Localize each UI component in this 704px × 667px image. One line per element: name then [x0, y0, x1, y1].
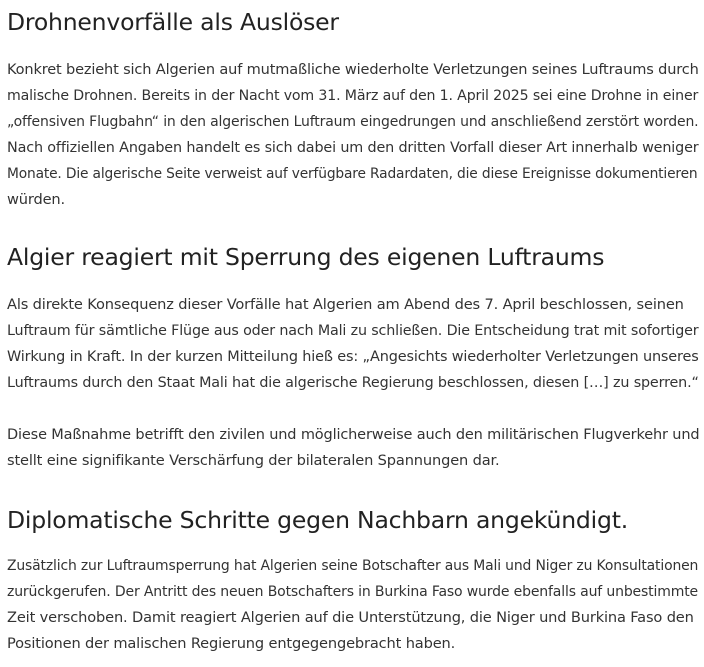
text-line: malische Drohnen. Bereits in der Nacht vom 31. März auf den 1. April 2025 sei eine Drohne in einer [7, 88, 699, 104]
text-line: Positionen der malischen Regierung entgegengebracht haben. [7, 635, 456, 652]
paragraph [7, 422, 699, 474]
section-heading-diplomatische-schritte: Diplomatische Schritte gegen Nachbarn angekündigt. [7, 506, 628, 534]
section-heading-drohnenvorfaelle: Drohnenvorfälle als Auslöser [7, 8, 339, 36]
text-line: „offensiven Flugbahn“ in den algerischen Luftraum eingedrungen und anschließend zerstört worden. [7, 114, 699, 130]
section-heading-luftraumsperrung: Algier reagiert mit Sperrung des eigenen Luftraums [7, 243, 605, 271]
text-line: Konkret bezieht sich Algerien auf mutmaßliche wiederholte Verletzungen seines Luftraums durch [7, 62, 699, 78]
text-line: zurückgerufen. Der Antritt des neuen Botschafters in Burkina Faso wurde ebenfalls auf unbestimmte [7, 584, 699, 600]
text-line: stellt eine signifikante Verschärfung der bilateralen Spannungen dar. [7, 452, 500, 469]
paragraph [7, 57, 699, 213]
text-line: Luftraum für sämtliche Flüge aus oder nach Mali zu schließen. Die Entscheidung trat mit sofortiger [7, 323, 699, 339]
text-line: Zeit verschoben. Damit reagiert Algerien auf die Unterstützung, die Niger und Burkina Faso den [7, 609, 694, 626]
text-line: Monate. Die algerische Seite verweist auf verfügbare Radardaten, die diese Ereignisse dokumentieren [7, 166, 698, 182]
text-line: Zusätzlich zur Luftraumsperrung hat Algerien seine Botschafter aus Mali und Niger zu Konsultationen [7, 558, 699, 574]
text-line: Luftraums durch den Staat Mali hat die algerische Regierung beschlossen, diesen […] zu sperren.“ [7, 375, 699, 391]
text-line: Nach offiziellen Angaben handelt es sich dabei um den dritten Vorfall dieser Art innerhalb weniger [7, 140, 699, 156]
paragraph [7, 553, 698, 657]
text-line: Wirkung in Kraft. In der kurzen Mitteilung hieß es: „Angesichts wiederholter Verletzungen unseres [7, 349, 699, 365]
paragraph [7, 292, 699, 396]
text-line: Als direkte Konsequenz dieser Vorfälle hat Algerien am Abend des 7. April beschlossen, seinen [7, 296, 684, 313]
text-line: Diese Maßnahme betrifft den zivilen und möglicherweise auch den militärischen Flugverkehr und [7, 427, 700, 443]
text-line: würden. [7, 191, 66, 208]
